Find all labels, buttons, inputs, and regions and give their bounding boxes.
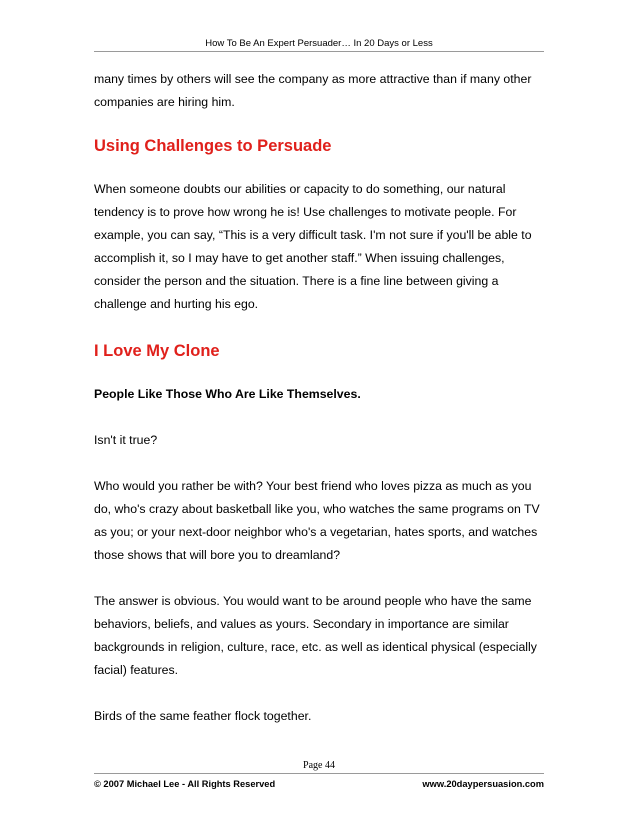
page-footer <box>94 778 544 790</box>
section-heading-challenges: Using Challenges to Persuade <box>94 137 332 155</box>
clone-subheading: People Like Those Who Are Like Themselves. <box>94 387 361 401</box>
page-content <box>94 68 544 728</box>
clone-paragraph-4: Birds of the same feather flock together. <box>94 709 312 723</box>
challenges-paragraph: When someone doubts our abilities or capacity to do something, our natural tendency is to prove how wrong he is! Use challenges to motivate people. For example, you can say, “This is a very difficult task. I'm not sure if you'll be able to accomplish it, so I may have to get another staff.” When issuing challenges, consider the person and the situation. There is a fine line between giving a challenge and hurting his ego. <box>94 182 532 311</box>
section-heading-clone: I Love My Clone <box>94 342 220 360</box>
header-divider <box>94 51 544 52</box>
clone-paragraph-1: Isn't it true? <box>94 433 158 447</box>
running-header: How To Be An Expert Persuader… In 20 Days or Less <box>205 38 433 49</box>
website-link[interactable]: www.20daypersuasion.com <box>422 779 544 789</box>
footer-divider <box>94 773 544 774</box>
copyright-notice: © 2007 Michael Lee - All Rights Reserved <box>94 779 276 789</box>
clone-paragraph-3: The answer is obvious. You would want to be around people who have the same behaviors, beliefs, and values as yours. Secondary in importance are similar backgrounds in religion, culture, race, etc. as well as identical physical (especially facial) features. <box>94 594 537 677</box>
page-number: Page 44 <box>303 760 335 771</box>
clone-paragraph-2: Who would you rather be with? Your best friend who loves pizza as much as you do, who's crazy about basketball like you, who watches the same programs on TV as you; or your next-door neighbor who's a vegetarian, hates sports, and watches those shows that will bore you to dreamland? <box>94 479 540 562</box>
intro-paragraph: many times by others will see the company as more attractive than if many other companies are hiring him. <box>94 72 532 109</box>
